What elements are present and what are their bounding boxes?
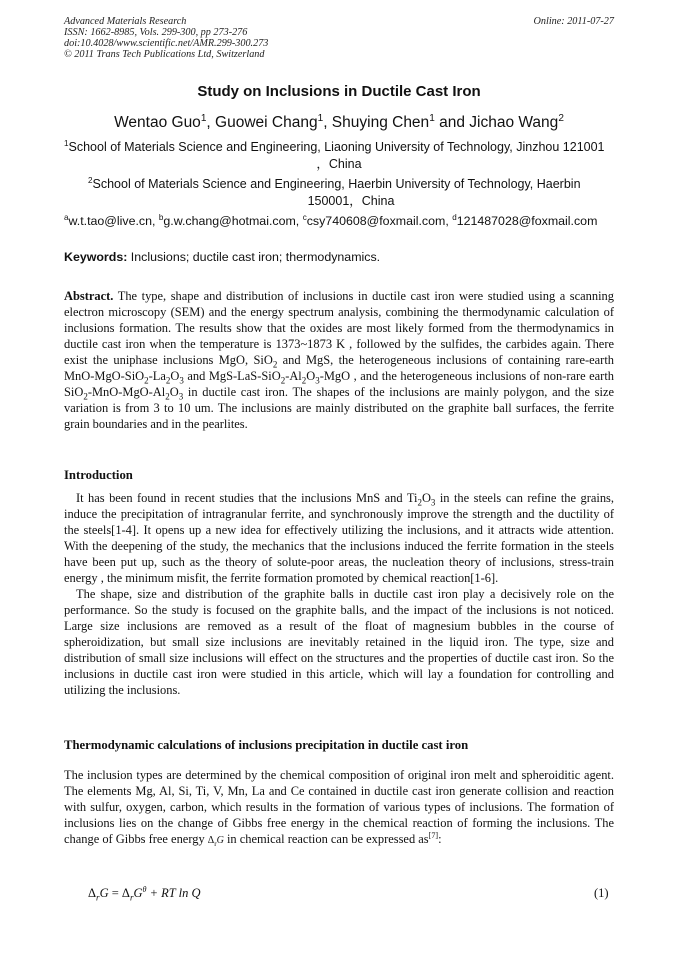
keywords-label: Keywords:: [64, 250, 128, 264]
author-list: [0, 114, 678, 132]
author-affil-mark: 2: [558, 112, 564, 124]
abstract-text: and MgS, the heterogeneous inclusions of containing rare-earth MnO-MgO-SiO: [64, 353, 615, 383]
abstract-text: and MgS-LaS-SiO: [183, 369, 281, 383]
delta-symbol: Δ: [121, 886, 130, 900]
abstract-paragraph: [64, 288, 614, 432]
subscript: 2: [280, 375, 286, 386]
delta-symbol: Δ: [207, 835, 215, 846]
subscript: r: [129, 892, 134, 903]
subscript: 2: [165, 391, 170, 402]
body-text: :: [438, 832, 442, 846]
abstract-text: -Al: [285, 369, 302, 383]
subscript: 2: [165, 375, 171, 386]
body-text: in chemical reaction can be expressed as: [223, 832, 429, 846]
equation-rest: + RT ln Q: [146, 886, 201, 900]
subscript: 3: [430, 497, 436, 508]
abstract-text: in ductile cast iron. The shapes of the inclusions are mainly polygon, and the size variation is from 3 to 10 um. The inclusions are mainly distributed on the graphite ball surfaces, the ferrite grain boundaries and in the pearlites.: [64, 385, 614, 431]
email-link[interactable]: 121487028@foxmail.com: [456, 214, 598, 228]
equation-number: (1): [594, 886, 609, 900]
email-link[interactable]: csy740608@foxmail.com,: [306, 214, 453, 228]
equals-sign: =: [108, 886, 122, 900]
abstract-text: O: [170, 369, 180, 383]
gibbs-symbol: [208, 835, 224, 846]
subscript: r: [214, 840, 217, 848]
email-link[interactable]: w.t.tao@live.cn,: [68, 214, 159, 228]
affil-mark: 2: [88, 175, 93, 185]
email-link[interactable]: g.w.chang@hotmai.com,: [163, 214, 303, 228]
author-name: , Guowei Chang: [206, 114, 318, 131]
subscript: 2: [417, 497, 422, 508]
keywords: [64, 250, 614, 264]
subscript: 2: [83, 391, 88, 402]
affil-text: 150001，China: [307, 193, 395, 208]
gibbs-letter: G: [133, 886, 143, 900]
email-list: [64, 214, 624, 228]
abstract-text: The type, shape and distribution of inclusions in ductile cast iron were studied using a scanning electron microscopy (SEM) and the energy spectrum analysis, combining the thermodynamic calculation of inclusions formation. The results show that the oxides are most likely formed from the thermodynamics in ductile cast iron when the temperature is 1373~1873 K , followed by the sulfides, the carbides again. There exist the uniphase inclusions MgO, SiO: [64, 289, 614, 367]
affil-text: School of Materials Science and Engineering, Liaoning University of Technology, Jinzhou 121001: [68, 140, 605, 154]
affil-text: ，China: [316, 156, 362, 171]
subscript: 2: [272, 359, 278, 370]
online-date: Online: 2011-07-27: [533, 16, 614, 27]
subscript: 3: [315, 375, 320, 386]
abstract: [64, 288, 614, 432]
email-mark: d: [452, 212, 457, 222]
abstract-label: Abstract.: [64, 289, 114, 303]
abstract-text: O: [306, 369, 316, 383]
thermo-paragraph-1: [64, 767, 614, 849]
publication-info: [64, 16, 268, 60]
subscript: r: [96, 892, 100, 903]
affiliation-1: [64, 139, 614, 172]
body-text: It has been found in recent studies that the inclusions MnS and Ti: [76, 491, 418, 505]
journal-name: Advanced Materials Research: [64, 16, 187, 27]
body-text: in the steels can refine the grains, induce the precipitation of intragranular ferrite, and synchronously improve the strength and the ductility of the steels[1-4]. It opens up a new idea for effectively utilizing the inclusions, and it attracts wide attention. With the deepening of the study, the mechanics that the inclusions induced the ferrite formation in the steels have been put up, such as the theory of solute-poor areas, the nucleation theory of inclusions, stress-train energy , the minimum misfit, the ferrite formation promoted by chemical reaction[1-6].: [64, 491, 614, 585]
introduction-heading: Introduction: [64, 468, 133, 482]
gibbs-letter: G: [216, 835, 224, 846]
doi-line[interactable]: doi:10.4028/www.scientific.net/AMR.299-300.273: [64, 38, 269, 49]
body-text: O: [421, 491, 431, 505]
abstract-text: -La: [148, 369, 166, 383]
affil-text: School of Materials Science and Engineering, Haerbin University of Technology, Haerbin: [92, 177, 581, 191]
subscript: 2: [301, 375, 307, 386]
intro-paragraph-2: The shape, size and distribution of the graphite balls in ductile cast iron play a decisively role on the performance. So the study is focused on the graphite balls, and the impact of the inclusions is not noticed. Large size inclusions are removed as a result of the float of magnesium bubbles in the course of spheroidization, but small size inclusions are inevitably retained in the liquid iron. The type, size and distribution of small size inclusions will effect on the structures and the properties of ductile cast iron. So the inclusions in ductile cast iron were studied in this article, which will lay a foundation for controlling and utilizing the inclusions.: [64, 587, 614, 697]
affil-mark: 1: [64, 138, 69, 148]
subscript: 2: [144, 375, 149, 386]
subscript: 3: [179, 375, 184, 386]
author-affil-mark: 1: [429, 112, 435, 124]
email-mark: a: [64, 212, 69, 222]
email-mark: c: [302, 212, 307, 222]
affiliation-2: [88, 176, 614, 209]
subscript: 3: [178, 391, 184, 402]
author-name: , Shuying Chen: [323, 114, 430, 131]
copyright-line: © 2011 Trans Tech Publications Ltd, Switzerland: [64, 49, 265, 60]
email-mark: b: [158, 212, 164, 222]
thermo-heading: Thermodynamic calculations of inclusions precipitation in ductile cast iron: [64, 738, 469, 752]
keywords-text: Inclusions; ductile cast iron; thermodynamics.: [127, 250, 381, 264]
author-affil-mark: 1: [317, 112, 324, 124]
author-name: Wentao Guo: [114, 114, 201, 131]
abstract-text: -MgO , and the heterogeneous inclusions of non-rare earth SiO: [64, 369, 614, 399]
thermo-body: [64, 767, 614, 849]
equation-1: [88, 886, 201, 901]
abstract-text: -MnO-MgO-Al: [87, 385, 166, 399]
body-text: The inclusion types are determined by the chemical composition of original iron melt and spheroiditic agent. The elements Mg, Al, Si, Ti, V, Mn, La and Ce contained in ductile cast iron generate collision and reaction with sulfur, oxygen, carbon, which results in the formation of various types of inclusions. The formation of inclusions lies on the change of Gibbs free energy in the chemical reaction of forming the inclusions. The change of Gibbs free energy: [64, 768, 614, 846]
abstract-text: O: [169, 385, 179, 399]
intro-paragraph-1: [64, 490, 614, 586]
author-name: and Jichao Wang: [434, 114, 559, 131]
author-affil-mark: 1: [200, 112, 207, 124]
issn-line: ISSN: 1662-8985, Vols. 299-300, pp 273-276: [64, 27, 248, 38]
introduction-body: [64, 490, 614, 698]
gibbs-letter: G: [99, 886, 109, 900]
superscript: θ: [142, 884, 147, 894]
paper-title: Study on Inclusions in Ductile Cast Iron: [197, 83, 481, 100]
citation-mark[interactable]: [7]: [428, 830, 439, 840]
delta-symbol: Δ: [88, 886, 97, 900]
